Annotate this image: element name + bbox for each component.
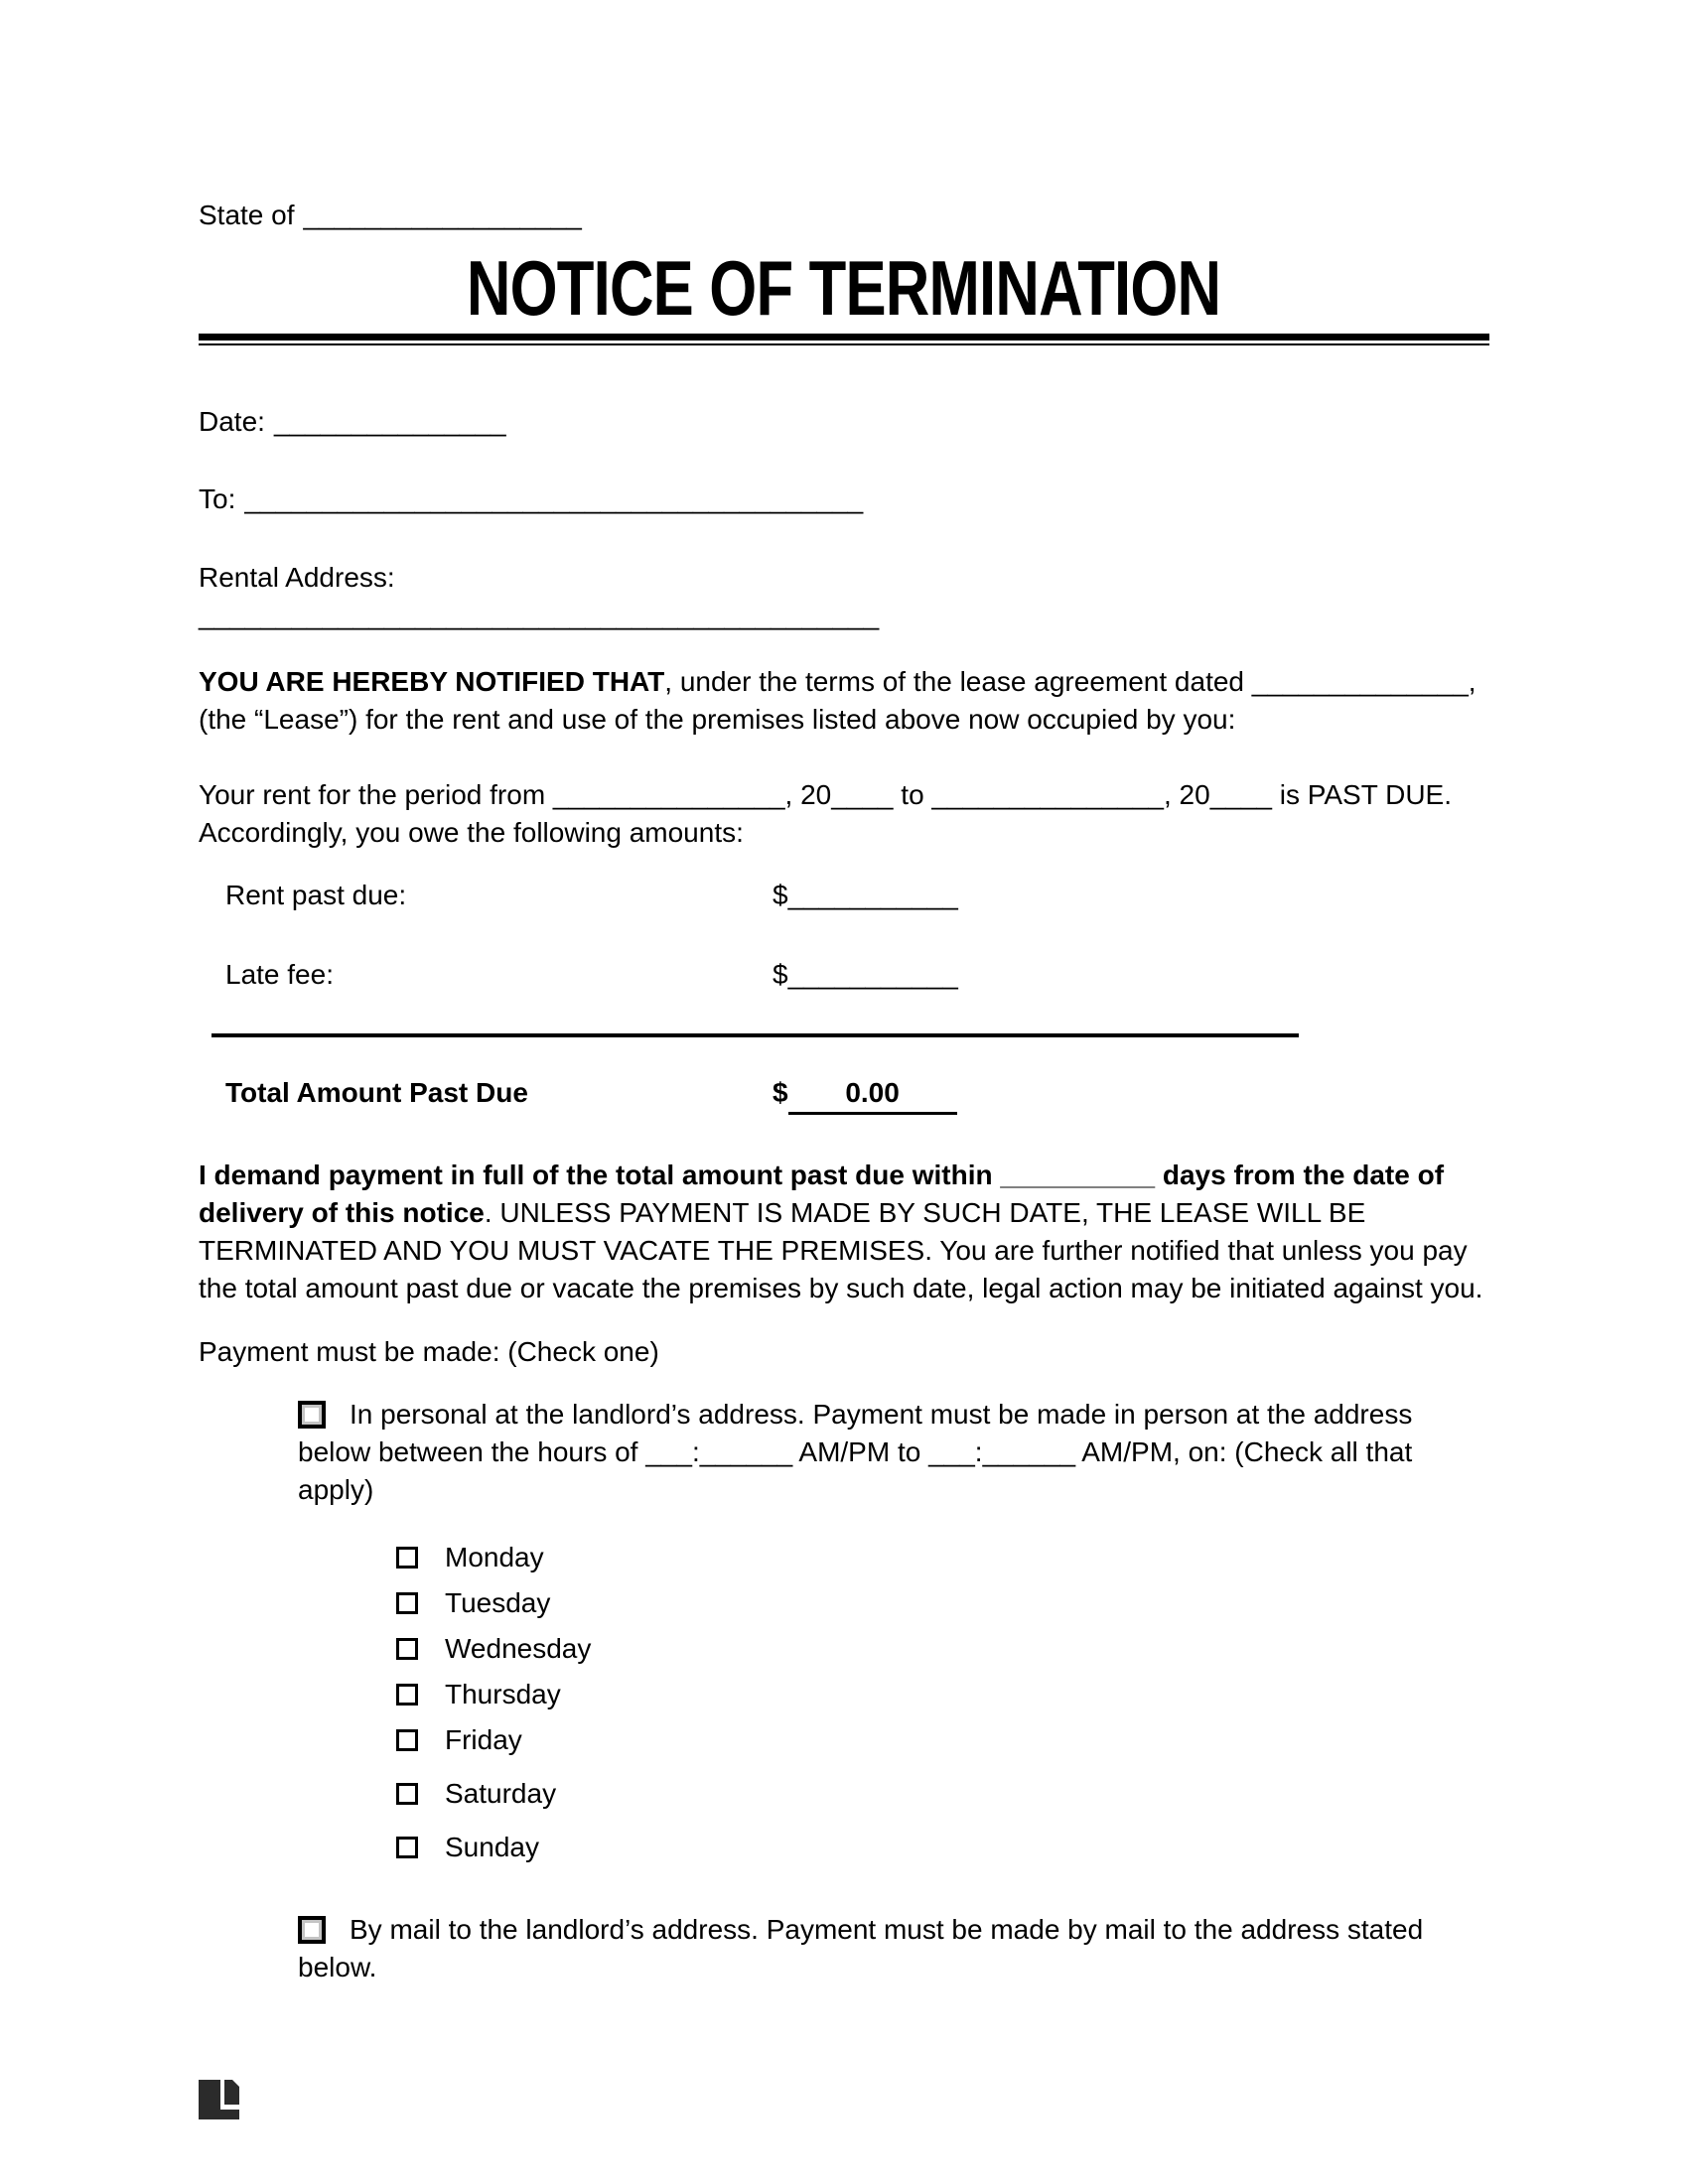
total-currency-symbol: $ (773, 1077, 788, 1108)
late-fee-label: Late fee: (225, 959, 334, 990)
day-row-thursday (396, 1680, 1489, 1709)
demand-bold-text: I demand payment in full of the total amount past due within __________ days from the date of delivery of this notice (199, 1160, 1445, 1228)
sunday-checkbox[interactable] (396, 1837, 418, 1858)
day-row-sunday (396, 1833, 1489, 1862)
demand-paragraph (199, 1157, 1489, 1307)
state-of-row (199, 0, 1489, 234)
days-checklist (396, 1543, 1489, 1862)
to-field (199, 480, 1489, 518)
day-row-monday (396, 1543, 1489, 1572)
late-fee-row (225, 956, 1489, 994)
rent-past-due-amount-blank[interactable]: $___________ (773, 880, 958, 910)
saturday-checkbox[interactable] (396, 1783, 418, 1805)
friday-label: Friday (445, 1724, 522, 1755)
amounts-divider-line (211, 1033, 1299, 1037)
total-amount-row (225, 1074, 1489, 1115)
legal-templates-logo-icon (199, 2080, 239, 2119)
title-divider (199, 334, 1489, 345)
day-row-wednesday (396, 1634, 1489, 1664)
rental-address-blank[interactable]: ____________________________________________ (199, 600, 880, 630)
date-field (199, 403, 1489, 441)
payment-method-intro: Payment must be made: (Check one) (199, 1336, 659, 1367)
monday-checkbox[interactable] (396, 1547, 418, 1569)
day-row-friday (396, 1725, 1489, 1755)
thursday-label: Thursday (445, 1679, 561, 1709)
date-blank[interactable]: _______________ (273, 406, 506, 437)
monday-label: Monday (445, 1542, 544, 1572)
to-blank[interactable]: ________________________________________ (244, 483, 864, 514)
to-label: To: (199, 483, 236, 514)
sunday-label: Sunday (445, 1832, 539, 1862)
by-mail-checkbox[interactable] (298, 1916, 326, 1944)
in-person-option (298, 1396, 1489, 1509)
rent-period-paragraph: Your rent for the period from _______________, 20____ to _______________, 20____ is PAST DUE. Accordingly, you owe the following amounts: (199, 779, 1452, 848)
total-amount-label: Total Amount Past Due (225, 1077, 528, 1108)
total-amount-value[interactable]: 0.00 (788, 1074, 957, 1115)
rental-address-label: Rental Address: (199, 562, 395, 593)
demand-rest-text: . UNLESS PAYMENT IS MADE BY SUCH DATE, THE LEASE WILL BE TERMINATED AND YOU MUST VACATE THE PREMISES. You are further notified that unless you pay the total amount past due or vacate the premises by such date, legal action may be initiated against you. (199, 1197, 1483, 1303)
tuesday-label: Tuesday (445, 1587, 551, 1618)
page-title: NOTICE OF TERMINATION (467, 244, 1221, 332)
notified-rest-text: , under the terms of the lease agreement dated ______________, (the “Lease”) for the rent and use of the premises listed above now occupied by you: (199, 666, 1477, 735)
saturday-label: Saturday (445, 1778, 557, 1809)
rent-past-due-row (225, 877, 1489, 914)
day-row-tuesday (396, 1588, 1489, 1618)
notified-paragraph (199, 663, 1489, 739)
wednesday-checkbox[interactable] (396, 1638, 418, 1660)
wednesday-label: Wednesday (445, 1633, 592, 1664)
state-of-blank[interactable]: __________________ (303, 200, 582, 230)
notified-bold-text: YOU ARE HEREBY NOTIFIED THAT (199, 666, 665, 697)
day-row-saturday (396, 1779, 1489, 1809)
state-of-label: State of (199, 200, 295, 230)
in-person-checkbox[interactable] (298, 1401, 326, 1429)
by-mail-option (298, 1911, 1489, 1986)
rent-past-due-label: Rent past due: (225, 880, 407, 910)
date-label: Date: (199, 406, 265, 437)
by-mail-option-text: By mail to the landlord’s address. Payment must be made by mail to the address stated below. (298, 1914, 1424, 1982)
thursday-checkbox[interactable] (396, 1684, 418, 1706)
friday-checkbox[interactable] (396, 1729, 418, 1751)
late-fee-amount-blank[interactable]: $___________ (773, 959, 958, 990)
in-person-option-text: In personal at the landlord’s address. Payment must be made in person at the address below between the hours of ___:______ AM/PM to ___:______ AM/PM, on: (Check all that apply) (298, 1399, 1413, 1505)
tuesday-checkbox[interactable] (396, 1592, 418, 1614)
